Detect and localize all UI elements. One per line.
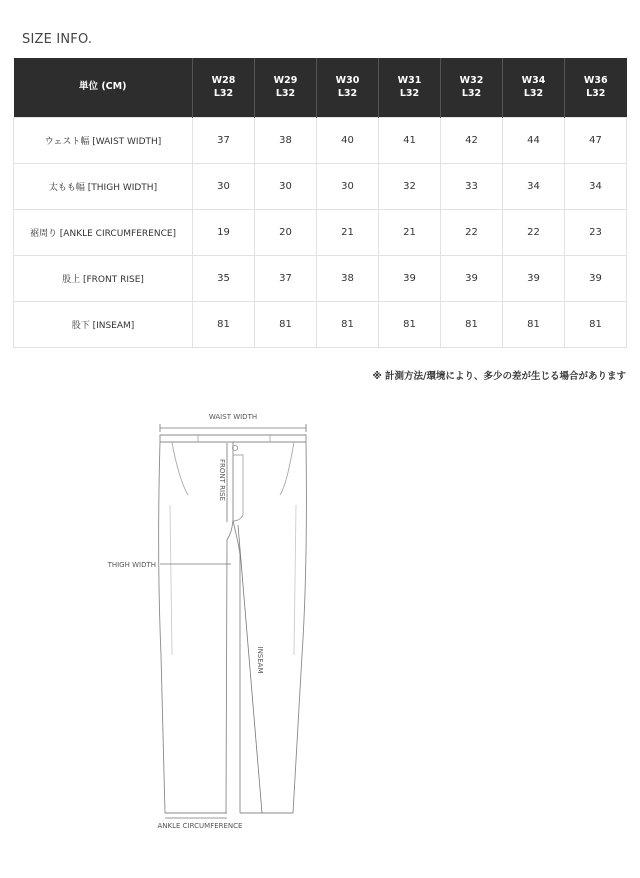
waist-width-label: WAIST WIDTH: [208, 413, 258, 421]
waist-size: W36: [583, 75, 608, 87]
table-cell: 20: [255, 210, 317, 256]
size-column-header: [379, 58, 441, 118]
waist-size: W32: [459, 75, 484, 87]
size-column-header: [255, 58, 317, 118]
table-cell: 34: [503, 164, 565, 210]
table-cell: 39: [441, 256, 503, 302]
table-row: [14, 210, 627, 256]
table-cell: 19: [193, 210, 255, 256]
table-row: [14, 164, 627, 210]
row-label-ankle: 裾周り [ANKLE CIRCUMFERENCE]: [14, 210, 193, 256]
table-cell: 34: [565, 164, 627, 210]
table-cell: 30: [193, 164, 255, 210]
table-cell: 47: [565, 118, 627, 164]
length-size: L32: [461, 87, 482, 99]
table-cell: 39: [565, 256, 627, 302]
row-label-thigh: 太もも幅 [THIGH WIDTH]: [14, 164, 193, 210]
table-cell: 30: [255, 164, 317, 210]
table-cell: 30: [317, 164, 379, 210]
table-cell: 41: [379, 118, 441, 164]
table-cell: 81: [317, 302, 379, 348]
table-cell: 38: [255, 118, 317, 164]
waist-size: W29: [273, 75, 298, 87]
table-cell: 39: [379, 256, 441, 302]
waist-size: W28: [211, 75, 236, 87]
table-cell: 22: [503, 210, 565, 256]
size-column-header: [317, 58, 379, 118]
table-row: [14, 118, 627, 164]
waist-measure-line: [160, 424, 306, 432]
length-size: L32: [523, 87, 544, 99]
ankle-circumference-label: ANKLE CIRCUMFERENCE: [157, 822, 243, 830]
table-cell: 81: [441, 302, 503, 348]
waist-size: W31: [397, 75, 422, 87]
table-cell: 81: [379, 302, 441, 348]
table-cell: 44: [503, 118, 565, 164]
length-size: L32: [586, 87, 606, 99]
front-rise-label: FRONT RISE: [218, 459, 226, 501]
size-column-header: [565, 58, 627, 118]
row-label-front-rise: 股上 [FRONT RISE]: [14, 256, 193, 302]
table-cell: 42: [441, 118, 503, 164]
size-column-header: [503, 58, 565, 118]
measurement-note: ※ 計測方法/環境により、多少の差が生じる場合があります: [372, 371, 626, 382]
table-cell: 33: [441, 164, 503, 210]
length-size: L32: [275, 87, 296, 99]
table-header-row: [14, 58, 627, 118]
waist-size: W34: [521, 75, 546, 87]
table-cell: 23: [565, 210, 627, 256]
size-column-header: [193, 58, 255, 118]
row-label-inseam: 股下 [INSEAM]: [14, 302, 193, 348]
length-size: L32: [213, 87, 234, 99]
table-cell: 21: [317, 210, 379, 256]
pants-outline: [159, 435, 307, 813]
table-cell: 39: [503, 256, 565, 302]
length-size: L32: [337, 87, 358, 99]
size-table: [13, 58, 627, 348]
table-cell: 37: [255, 256, 317, 302]
pants-diagram: [0, 395, 640, 878]
table-cell: 32: [379, 164, 441, 210]
length-size: L32: [399, 87, 420, 99]
table-row: [14, 302, 627, 348]
inseam-label: INSEAM: [256, 646, 264, 674]
page-title: SIZE INFO.: [22, 32, 93, 47]
table-cell: 21: [379, 210, 441, 256]
unit-header: 単位 (CM): [14, 58, 193, 118]
table-cell: 38: [317, 256, 379, 302]
table-cell: 22: [441, 210, 503, 256]
table-cell: 81: [565, 302, 627, 348]
waist-size: W30: [335, 75, 360, 87]
row-label-waist: ウェスト幅 [WAIST WIDTH]: [14, 118, 193, 164]
table-row: [14, 256, 627, 302]
table-cell: 35: [193, 256, 255, 302]
table-cell: 81: [193, 302, 255, 348]
table-cell: 37: [193, 118, 255, 164]
table-cell: 81: [503, 302, 565, 348]
thigh-width-label: THIGH WIDTH: [107, 561, 156, 569]
table-cell: 81: [255, 302, 317, 348]
size-column-header: [441, 58, 503, 118]
table-cell: 40: [317, 118, 379, 164]
